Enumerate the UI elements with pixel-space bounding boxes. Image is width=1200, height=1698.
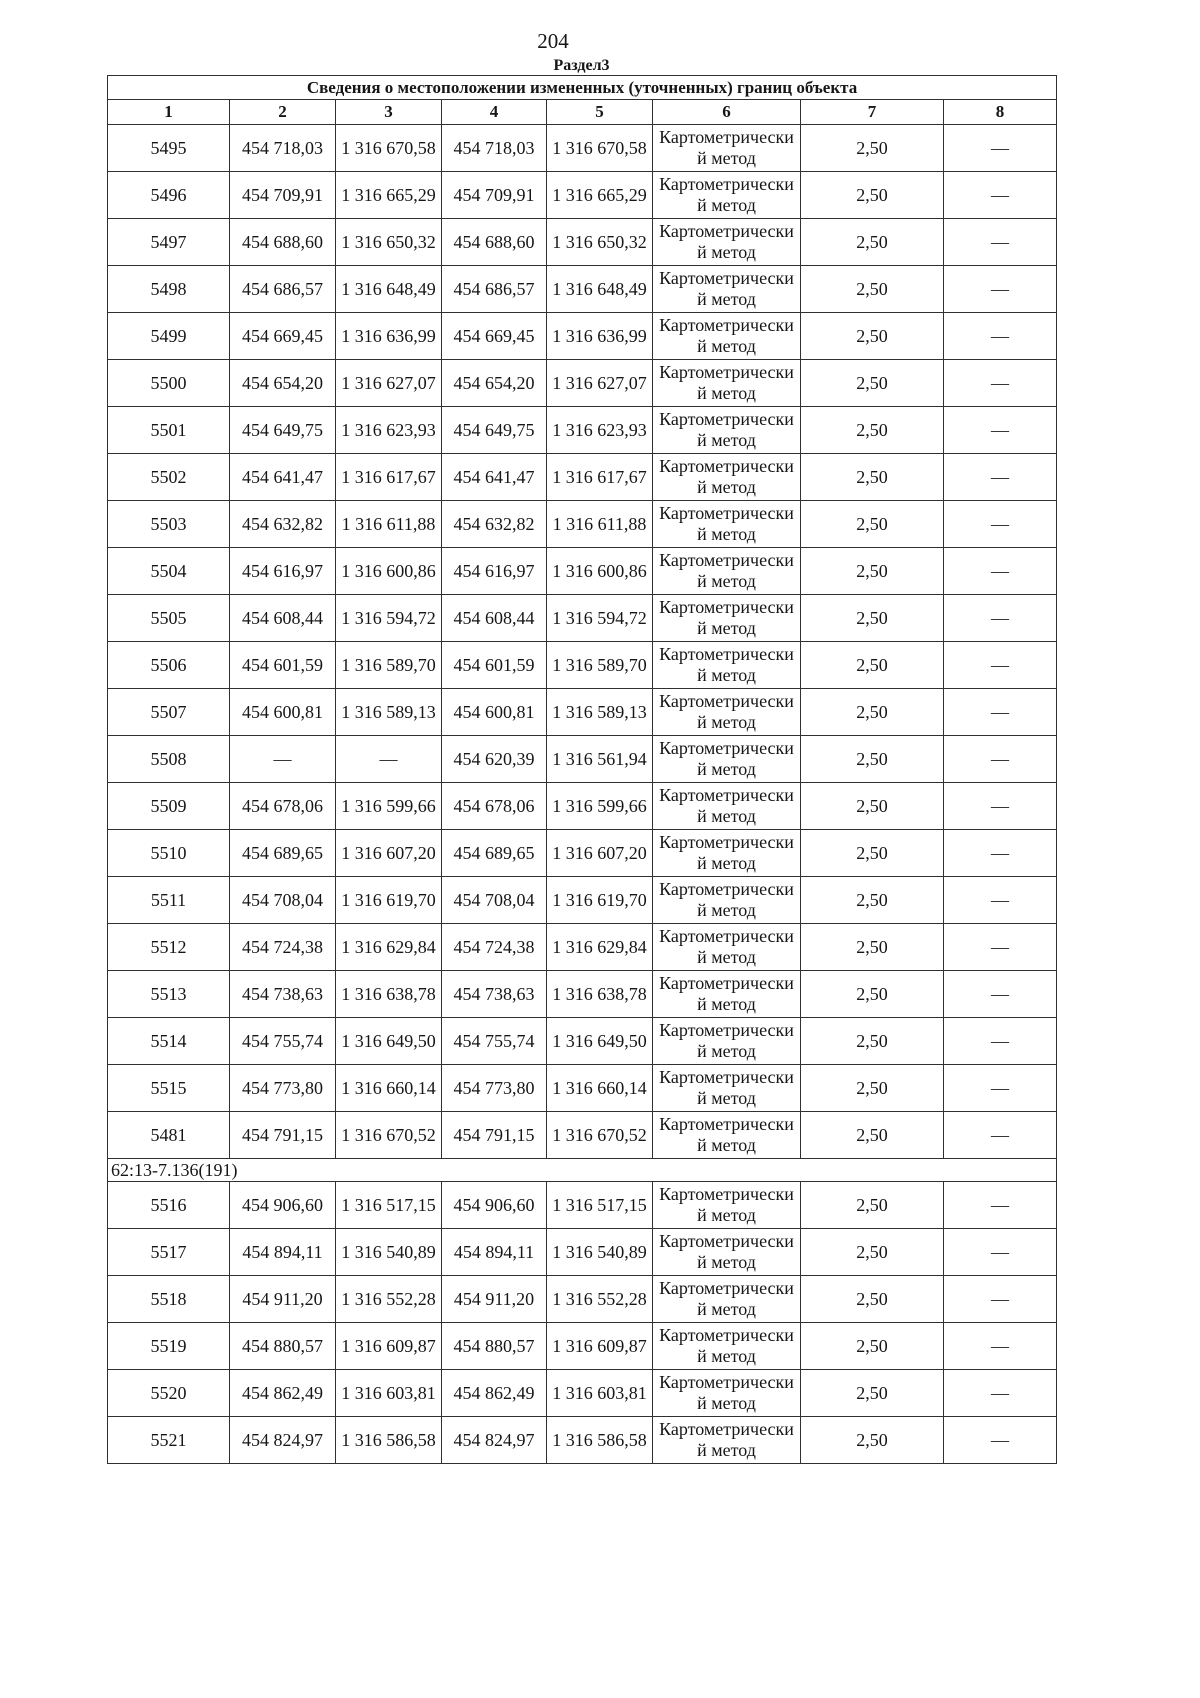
cell-y-refined: 1 316 517,15 xyxy=(547,1182,653,1229)
table-row xyxy=(108,1182,1057,1229)
cell-x-refined: 454 678,06 xyxy=(442,783,547,830)
cell-y-refined: 1 316 552,28 xyxy=(547,1276,653,1323)
cell-x-refined: 454 911,20 xyxy=(442,1276,547,1323)
cell-accuracy: 2,50 xyxy=(801,689,944,736)
cell-x-refined: 454 709,91 xyxy=(442,172,547,219)
cell-method: Картометрически й метод xyxy=(653,1417,801,1464)
cell-point-description: — xyxy=(944,595,1057,642)
column-number-4: 4 xyxy=(442,100,547,125)
cell-x-existing: 454 649,75 xyxy=(230,407,336,454)
cell-method: Картометрически й метод xyxy=(653,1370,801,1417)
cell-point-id: 5516 xyxy=(108,1182,230,1229)
cell-accuracy: 2,50 xyxy=(801,266,944,313)
cell-x-refined: 454 600,81 xyxy=(442,689,547,736)
cell-point-description: — xyxy=(944,501,1057,548)
cell-x-existing: 454 686,57 xyxy=(230,266,336,313)
cell-y-refined: 1 316 603,81 xyxy=(547,1370,653,1417)
cell-x-existing: 454 689,65 xyxy=(230,830,336,877)
cell-y-existing: 1 316 589,13 xyxy=(336,689,442,736)
cell-point-description: — xyxy=(944,1323,1057,1370)
table-row xyxy=(108,219,1057,266)
table-row xyxy=(108,407,1057,454)
cell-accuracy: 2,50 xyxy=(801,454,944,501)
table-row xyxy=(108,266,1057,313)
cell-x-refined: 454 718,03 xyxy=(442,125,547,172)
table-row xyxy=(108,595,1057,642)
cell-x-existing: 454 616,97 xyxy=(230,548,336,595)
cell-accuracy: 2,50 xyxy=(801,1229,944,1276)
table-row xyxy=(108,971,1057,1018)
cell-x-refined: 454 641,47 xyxy=(442,454,547,501)
cell-y-refined: 1 316 589,13 xyxy=(547,689,653,736)
cell-point-description: — xyxy=(944,1276,1057,1323)
table-row xyxy=(108,1370,1057,1417)
cell-accuracy: 2,50 xyxy=(801,595,944,642)
cell-y-refined: 1 316 650,32 xyxy=(547,219,653,266)
cell-x-existing: — xyxy=(230,736,336,783)
cell-accuracy: 2,50 xyxy=(801,1182,944,1229)
cell-x-refined: 454 688,60 xyxy=(442,219,547,266)
cell-method: Картометрически й метод xyxy=(653,1182,801,1229)
cell-x-existing: 454 654,20 xyxy=(230,360,336,407)
cell-x-refined: 454 862,49 xyxy=(442,1370,547,1417)
cell-y-refined: 1 316 665,29 xyxy=(547,172,653,219)
cell-accuracy: 2,50 xyxy=(801,877,944,924)
cell-point-id: 5501 xyxy=(108,407,230,454)
cell-y-refined: 1 316 649,50 xyxy=(547,1018,653,1065)
cell-point-id: 5497 xyxy=(108,219,230,266)
cell-y-refined: 1 316 670,58 xyxy=(547,125,653,172)
cell-x-existing: 454 608,44 xyxy=(230,595,336,642)
cell-accuracy: 2,50 xyxy=(801,407,944,454)
table-row xyxy=(108,501,1057,548)
cell-y-existing: 1 316 594,72 xyxy=(336,595,442,642)
cell-y-existing: 1 316 617,67 xyxy=(336,454,442,501)
cell-y-existing: 1 316 607,20 xyxy=(336,830,442,877)
cell-x-existing: 454 641,47 xyxy=(230,454,336,501)
cell-method: Картометрически й метод xyxy=(653,971,801,1018)
cell-x-refined: 454 708,04 xyxy=(442,877,547,924)
cell-x-refined: 454 669,45 xyxy=(442,313,547,360)
table-row xyxy=(108,1323,1057,1370)
cell-method: Картометрически й метод xyxy=(653,407,801,454)
group-label: 62:13-7.136(191) xyxy=(108,1159,1057,1182)
cell-x-refined: 454 632,82 xyxy=(442,501,547,548)
table-body xyxy=(108,76,1057,1464)
cell-x-existing: 454 791,15 xyxy=(230,1112,336,1159)
cell-y-refined: 1 316 600,86 xyxy=(547,548,653,595)
cell-y-existing: 1 316 648,49 xyxy=(336,266,442,313)
cell-x-existing: 454 824,97 xyxy=(230,1417,336,1464)
cell-point-id: 5520 xyxy=(108,1370,230,1417)
table-row xyxy=(108,1417,1057,1464)
cell-point-description: — xyxy=(944,1370,1057,1417)
cell-point-id: 5508 xyxy=(108,736,230,783)
cell-x-existing: 454 718,03 xyxy=(230,125,336,172)
cell-point-id: 5500 xyxy=(108,360,230,407)
table-row xyxy=(108,1276,1057,1323)
cell-method: Картометрически й метод xyxy=(653,1018,801,1065)
cell-point-description: — xyxy=(944,313,1057,360)
cell-point-description: — xyxy=(944,877,1057,924)
cell-point-description: — xyxy=(944,454,1057,501)
cell-x-refined: 454 755,74 xyxy=(442,1018,547,1065)
cell-y-refined: 1 316 607,20 xyxy=(547,830,653,877)
cell-y-refined: 1 316 594,72 xyxy=(547,595,653,642)
cell-method: Картометрически й метод xyxy=(653,783,801,830)
cell-accuracy: 2,50 xyxy=(801,642,944,689)
column-number-8: 8 xyxy=(944,100,1057,125)
cell-accuracy: 2,50 xyxy=(801,1417,944,1464)
cell-point-description: — xyxy=(944,1018,1057,1065)
cell-y-existing: 1 316 670,58 xyxy=(336,125,442,172)
cell-y-refined: 1 316 617,67 xyxy=(547,454,653,501)
cell-y-refined: 1 316 636,99 xyxy=(547,313,653,360)
table-row xyxy=(108,454,1057,501)
table-row xyxy=(108,877,1057,924)
cell-point-description: — xyxy=(944,1065,1057,1112)
cell-point-id: 5509 xyxy=(108,783,230,830)
cell-point-id: 5514 xyxy=(108,1018,230,1065)
cell-x-refined: 454 738,63 xyxy=(442,971,547,1018)
cell-point-id: 5515 xyxy=(108,1065,230,1112)
cell-accuracy: 2,50 xyxy=(801,1323,944,1370)
cell-point-description: — xyxy=(944,1417,1057,1464)
cell-x-existing: 454 755,74 xyxy=(230,1018,336,1065)
cell-y-refined: 1 316 599,66 xyxy=(547,783,653,830)
cell-x-existing: 454 894,11 xyxy=(230,1229,336,1276)
cell-point-id: 5503 xyxy=(108,501,230,548)
table-row xyxy=(108,1018,1057,1065)
cell-x-existing: 454 632,82 xyxy=(230,501,336,548)
cell-accuracy: 2,50 xyxy=(801,830,944,877)
cell-method: Картометрически й метод xyxy=(653,1276,801,1323)
cell-point-description: — xyxy=(944,407,1057,454)
table-row xyxy=(108,172,1057,219)
cell-x-refined: 454 608,44 xyxy=(442,595,547,642)
cell-point-description: — xyxy=(944,971,1057,1018)
cell-method: Картометрически й метод xyxy=(653,360,801,407)
cell-x-existing: 454 669,45 xyxy=(230,313,336,360)
cell-x-existing: 454 906,60 xyxy=(230,1182,336,1229)
table-row xyxy=(108,548,1057,595)
cell-y-existing: 1 316 660,14 xyxy=(336,1065,442,1112)
cell-x-refined: 454 724,38 xyxy=(442,924,547,971)
cell-accuracy: 2,50 xyxy=(801,783,944,830)
cell-y-refined: 1 316 670,52 xyxy=(547,1112,653,1159)
cell-y-existing: 1 316 636,99 xyxy=(336,313,442,360)
section-heading: Раздел3 xyxy=(553,57,610,74)
cell-point-id: 5511 xyxy=(108,877,230,924)
cell-method: Картометрически й метод xyxy=(653,877,801,924)
cell-y-existing: 1 316 649,50 xyxy=(336,1018,442,1065)
cell-point-id: 5518 xyxy=(108,1276,230,1323)
column-number-2: 2 xyxy=(230,100,336,125)
cell-x-refined: 454 620,39 xyxy=(442,736,547,783)
table-title-row xyxy=(108,76,1057,100)
cell-accuracy: 2,50 xyxy=(801,360,944,407)
cell-y-refined: 1 316 660,14 xyxy=(547,1065,653,1112)
cell-x-existing: 454 600,81 xyxy=(230,689,336,736)
cell-accuracy: 2,50 xyxy=(801,1276,944,1323)
cell-accuracy: 2,50 xyxy=(801,313,944,360)
cell-point-id: 5481 xyxy=(108,1112,230,1159)
cell-y-existing: 1 316 629,84 xyxy=(336,924,442,971)
cell-x-refined: 454 773,80 xyxy=(442,1065,547,1112)
cell-method: Картометрически й метод xyxy=(653,1112,801,1159)
cell-x-refined: 454 601,59 xyxy=(442,642,547,689)
cell-method: Картометрически й метод xyxy=(653,313,801,360)
cell-x-existing: 454 678,06 xyxy=(230,783,336,830)
cell-y-refined: 1 316 609,87 xyxy=(547,1323,653,1370)
cell-method: Картометрически й метод xyxy=(653,219,801,266)
cell-y-refined: 1 316 586,58 xyxy=(547,1417,653,1464)
cell-x-refined: 454 616,97 xyxy=(442,548,547,595)
cell-method: Картометрически й метод xyxy=(653,736,801,783)
cell-point-description: — xyxy=(944,642,1057,689)
table-row xyxy=(108,783,1057,830)
column-number-1: 1 xyxy=(108,100,230,125)
table-row xyxy=(108,689,1057,736)
table-title: Сведения о местоположении измененных (уточненных) границ объекта xyxy=(108,76,1057,100)
cell-x-existing: 454 688,60 xyxy=(230,219,336,266)
cell-x-refined: 454 906,60 xyxy=(442,1182,547,1229)
cell-point-id: 5512 xyxy=(108,924,230,971)
cell-y-existing: 1 316 609,87 xyxy=(336,1323,442,1370)
group-row xyxy=(108,1159,1057,1182)
cell-y-refined: 1 316 561,94 xyxy=(547,736,653,783)
cell-point-id: 5513 xyxy=(108,971,230,1018)
cell-y-existing: 1 316 600,86 xyxy=(336,548,442,595)
cell-accuracy: 2,50 xyxy=(801,1018,944,1065)
cell-point-id: 5502 xyxy=(108,454,230,501)
cell-y-refined: 1 316 589,70 xyxy=(547,642,653,689)
cell-y-existing: 1 316 586,58 xyxy=(336,1417,442,1464)
cell-method: Картометрически й метод xyxy=(653,548,801,595)
cell-y-refined: 1 316 611,88 xyxy=(547,501,653,548)
cell-y-existing: 1 316 638,78 xyxy=(336,971,442,1018)
table-row xyxy=(108,360,1057,407)
cell-y-refined: 1 316 540,89 xyxy=(547,1229,653,1276)
column-number-7: 7 xyxy=(801,100,944,125)
column-number-row xyxy=(108,100,1057,125)
cell-y-refined: 1 316 619,70 xyxy=(547,877,653,924)
cell-x-existing: 454 601,59 xyxy=(230,642,336,689)
cell-accuracy: 2,50 xyxy=(801,548,944,595)
cell-point-description: — xyxy=(944,1112,1057,1159)
table-row xyxy=(108,1229,1057,1276)
cell-y-existing: — xyxy=(336,736,442,783)
cell-method: Картометрически й метод xyxy=(653,830,801,877)
cell-y-existing: 1 316 670,52 xyxy=(336,1112,442,1159)
cell-point-description: — xyxy=(944,783,1057,830)
cell-x-refined: 454 686,57 xyxy=(442,266,547,313)
cell-point-id: 5498 xyxy=(108,266,230,313)
column-number-6: 6 xyxy=(653,100,801,125)
cell-y-existing: 1 316 665,29 xyxy=(336,172,442,219)
cell-y-refined: 1 316 623,93 xyxy=(547,407,653,454)
cell-x-refined: 454 689,65 xyxy=(442,830,547,877)
cell-y-refined: 1 316 638,78 xyxy=(547,971,653,1018)
table-row xyxy=(108,736,1057,783)
cell-point-description: — xyxy=(944,689,1057,736)
cell-x-existing: 454 708,04 xyxy=(230,877,336,924)
cell-accuracy: 2,50 xyxy=(801,971,944,1018)
cell-point-id: 5505 xyxy=(108,595,230,642)
cell-y-existing: 1 316 627,07 xyxy=(336,360,442,407)
page-number: 204 xyxy=(537,29,569,53)
cell-accuracy: 2,50 xyxy=(801,1112,944,1159)
cell-method: Картометрически й метод xyxy=(653,924,801,971)
cell-accuracy: 2,50 xyxy=(801,172,944,219)
cell-x-refined: 454 649,75 xyxy=(442,407,547,454)
cell-accuracy: 2,50 xyxy=(801,1065,944,1112)
cell-x-refined: 454 654,20 xyxy=(442,360,547,407)
cell-y-existing: 1 316 589,70 xyxy=(336,642,442,689)
cell-point-id: 5519 xyxy=(108,1323,230,1370)
cell-method: Картометрически й метод xyxy=(653,1065,801,1112)
column-number-3: 3 xyxy=(336,100,442,125)
cell-method: Картометрически й метод xyxy=(653,595,801,642)
cell-x-existing: 454 862,49 xyxy=(230,1370,336,1417)
cell-y-existing: 1 316 540,89 xyxy=(336,1229,442,1276)
table-row xyxy=(108,642,1057,689)
column-number-5: 5 xyxy=(547,100,653,125)
cell-y-existing: 1 316 599,66 xyxy=(336,783,442,830)
cell-method: Картометрически й метод xyxy=(653,1229,801,1276)
cell-y-existing: 1 316 650,32 xyxy=(336,219,442,266)
cell-y-existing: 1 316 619,70 xyxy=(336,877,442,924)
cell-point-description: — xyxy=(944,924,1057,971)
cell-y-refined: 1 316 648,49 xyxy=(547,266,653,313)
cell-accuracy: 2,50 xyxy=(801,1370,944,1417)
cell-method: Картометрически й метод xyxy=(653,454,801,501)
cell-y-existing: 1 316 603,81 xyxy=(336,1370,442,1417)
cell-point-id: 5506 xyxy=(108,642,230,689)
cell-x-refined: 454 880,57 xyxy=(442,1323,547,1370)
cell-point-id: 5499 xyxy=(108,313,230,360)
cell-accuracy: 2,50 xyxy=(801,924,944,971)
cell-y-existing: 1 316 517,15 xyxy=(336,1182,442,1229)
cell-point-id: 5495 xyxy=(108,125,230,172)
cell-x-refined: 454 824,97 xyxy=(442,1417,547,1464)
boundary-coordinates-table xyxy=(107,75,1057,1464)
table-row xyxy=(108,125,1057,172)
cell-point-id: 5496 xyxy=(108,172,230,219)
cell-point-description: — xyxy=(944,219,1057,266)
cell-point-id: 5507 xyxy=(108,689,230,736)
cell-accuracy: 2,50 xyxy=(801,501,944,548)
cell-point-description: — xyxy=(944,1182,1057,1229)
cell-point-id: 5504 xyxy=(108,548,230,595)
cell-point-description: — xyxy=(944,548,1057,595)
cell-x-refined: 454 791,15 xyxy=(442,1112,547,1159)
cell-x-existing: 454 709,91 xyxy=(230,172,336,219)
cell-method: Картометрически й метод xyxy=(653,266,801,313)
cell-point-description: — xyxy=(944,736,1057,783)
cell-method: Картометрически й метод xyxy=(653,501,801,548)
cell-point-description: — xyxy=(944,172,1057,219)
cell-accuracy: 2,50 xyxy=(801,736,944,783)
cell-y-refined: 1 316 629,84 xyxy=(547,924,653,971)
cell-point-description: — xyxy=(944,360,1057,407)
cell-point-description: — xyxy=(944,125,1057,172)
cell-x-existing: 454 724,38 xyxy=(230,924,336,971)
cell-x-existing: 454 773,80 xyxy=(230,1065,336,1112)
table-row xyxy=(108,1112,1057,1159)
cell-method: Картометрически й метод xyxy=(653,1323,801,1370)
cell-point-id: 5521 xyxy=(108,1417,230,1464)
cell-method: Картометрически й метод xyxy=(653,125,801,172)
cell-y-existing: 1 316 623,93 xyxy=(336,407,442,454)
table-row xyxy=(108,1065,1057,1112)
cell-point-id: 5510 xyxy=(108,830,230,877)
table-row xyxy=(108,924,1057,971)
cell-method: Картометрически й метод xyxy=(653,642,801,689)
cell-y-existing: 1 316 552,28 xyxy=(336,1276,442,1323)
cell-x-existing: 454 880,57 xyxy=(230,1323,336,1370)
cell-point-description: — xyxy=(944,1229,1057,1276)
cell-point-description: — xyxy=(944,266,1057,313)
cell-method: Картометрически й метод xyxy=(653,689,801,736)
cell-x-existing: 454 738,63 xyxy=(230,971,336,1018)
table-row xyxy=(108,313,1057,360)
cell-x-refined: 454 894,11 xyxy=(442,1229,547,1276)
cell-accuracy: 2,50 xyxy=(801,125,944,172)
cell-method: Картометрически й метод xyxy=(653,172,801,219)
cell-point-id: 5517 xyxy=(108,1229,230,1276)
cell-point-description: — xyxy=(944,830,1057,877)
cell-x-existing: 454 911,20 xyxy=(230,1276,336,1323)
cell-y-refined: 1 316 627,07 xyxy=(547,360,653,407)
cell-accuracy: 2,50 xyxy=(801,219,944,266)
cell-y-existing: 1 316 611,88 xyxy=(336,501,442,548)
table-row xyxy=(108,830,1057,877)
